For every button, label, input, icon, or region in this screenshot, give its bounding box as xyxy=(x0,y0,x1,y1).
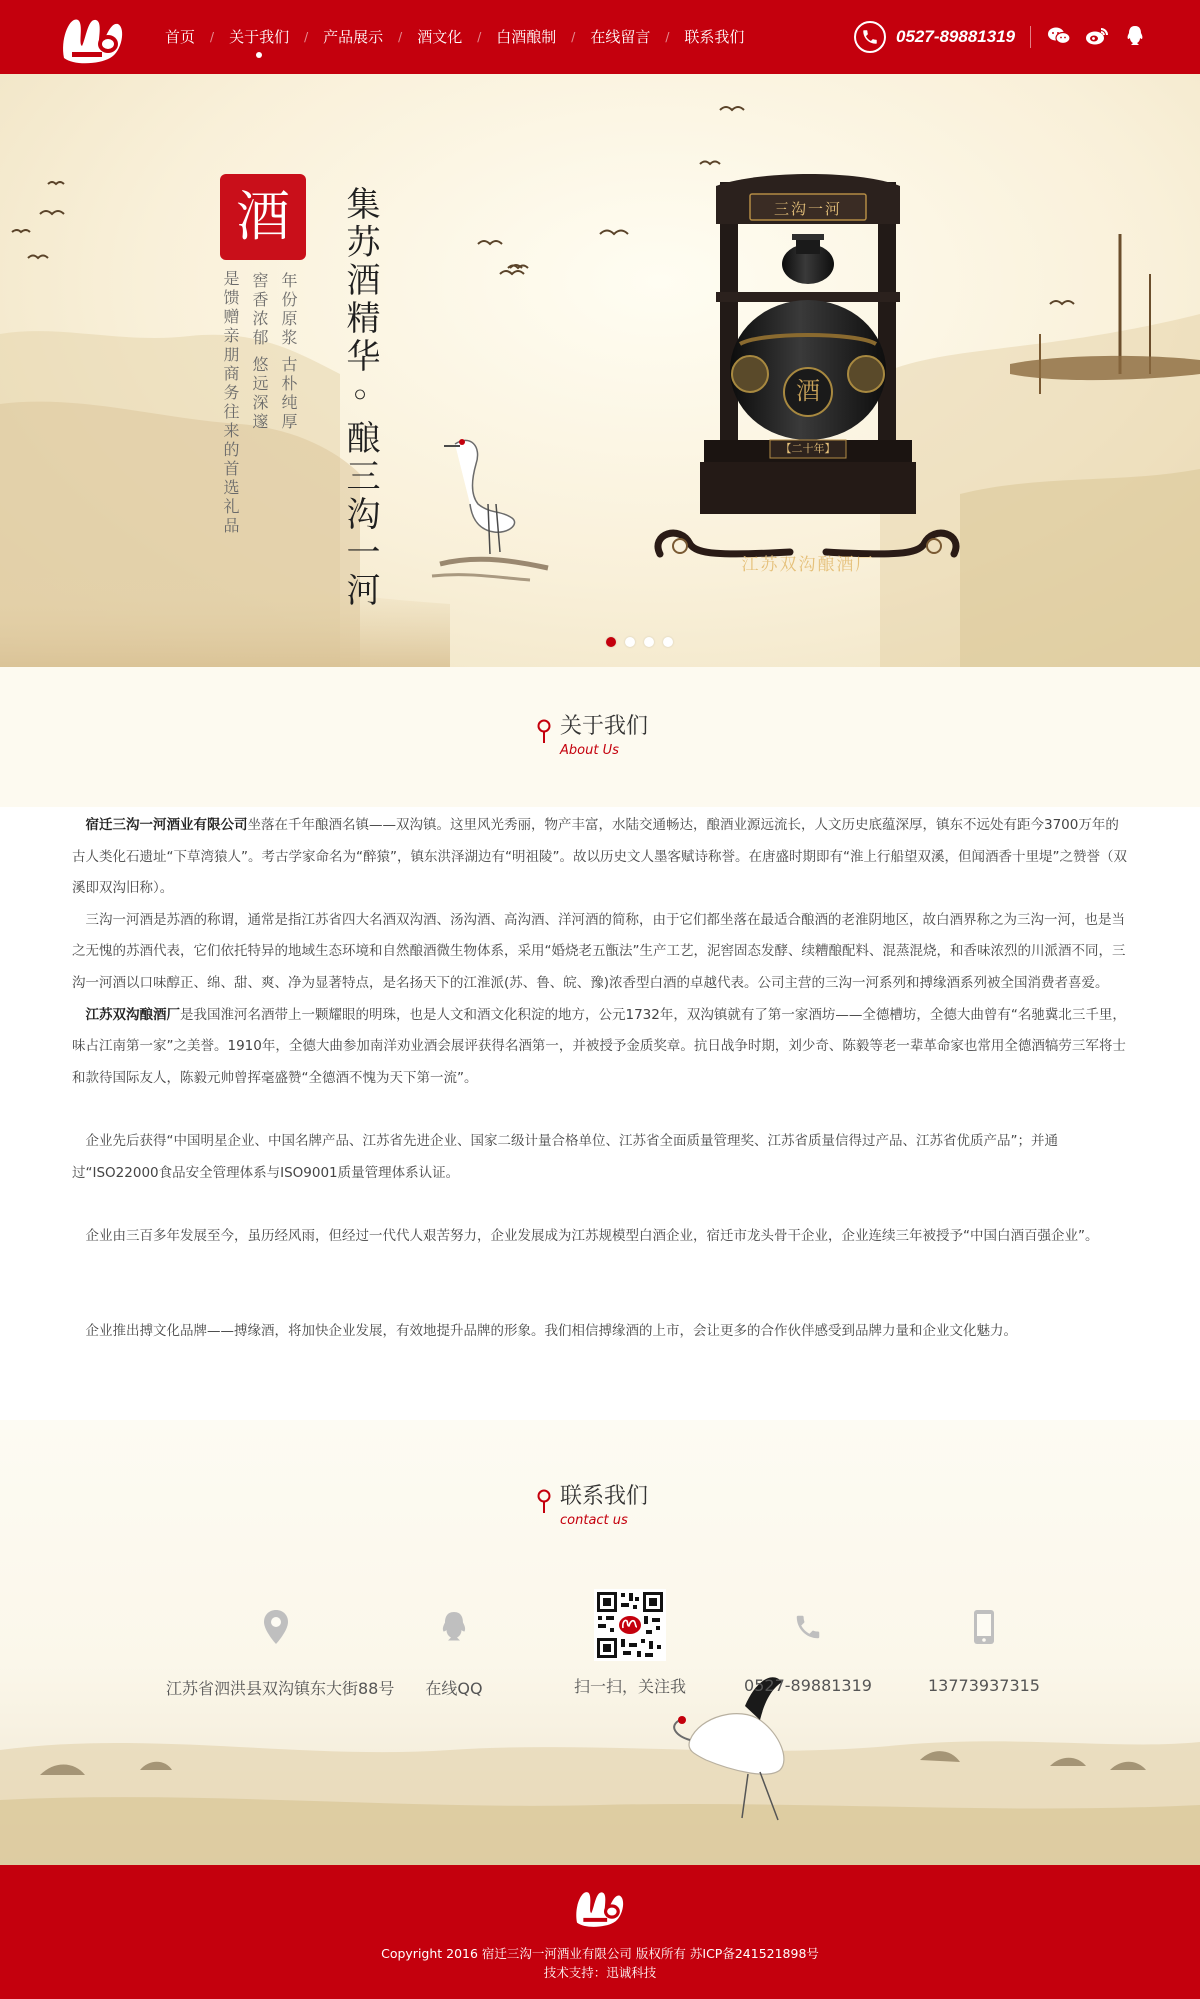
copyright-text: Copyright 2016 宿迁三沟一河酒业有限公司 版权所有 苏ICP备241521898号 xyxy=(381,1946,819,1961)
contact-mobile[interactable] xyxy=(874,1590,1094,1695)
contact-qrcode-text: 扫一扫，关注我 xyxy=(573,1677,686,1696)
nav-wine-culture[interactable] xyxy=(402,0,477,74)
nav-message[interactable] xyxy=(575,0,665,74)
slider-dot[interactable] xyxy=(606,637,616,647)
slider-dot[interactable] xyxy=(644,637,654,647)
about-paragraph-text: 企业先后获得“中国明星企业、中国名牌产品、江苏省先进企业、国家二级计量合格单位、江苏省全面质量管理奖、江苏省质量信得过产品、江苏省优质产品”；并通过“ISO22000食品安全管理体系与ISO9001质量管理体系认证。 xyxy=(72,1132,1058,1181)
site-footer xyxy=(0,1865,1200,1999)
product-year-label: 【二十年】 xyxy=(780,442,836,455)
banner-slogan-line: 年份原浆 古朴纯厚 xyxy=(279,272,298,433)
about-paragraph xyxy=(72,905,1128,1000)
tech-support-text[interactable]: 技术支持：迅诚科技 xyxy=(543,1965,657,1980)
mobile-icon xyxy=(874,1590,1094,1664)
crane-drawing xyxy=(432,439,548,580)
company-name: 江苏双沟酿酒厂 xyxy=(85,1006,180,1023)
contact-subtitle: contact us xyxy=(560,1513,628,1528)
nav-contact-label: 联系我们 xyxy=(684,28,745,46)
nav-contact[interactable] xyxy=(669,0,759,74)
slider-dot[interactable] xyxy=(625,637,635,647)
nav-separator: / xyxy=(477,30,482,44)
about-paragraph xyxy=(72,1316,1128,1348)
nav-separator: / xyxy=(571,30,576,44)
about-title: 关于我们 xyxy=(560,714,649,739)
nav-home-label: 首页 xyxy=(165,28,196,46)
weibo-icon[interactable] xyxy=(1084,20,1110,52)
product-sign-label: 三沟一河 xyxy=(773,200,842,218)
about-paragraph-text: 坐落在千年酿酒名镇——双沟镇。这里风光秀丽，物产丰富，水陆交通畅达，酿酒业源远流长，人文历史底蕴深厚，镇东不远处有距今3700万年的古人类化石遗址“下草湾猿人”。考古学家命名为“醉猿”，镇东洪泽湖边有“明祖陵”。故以历史文人墨客赋诗称誉。在唐盛时期即有“淮上行船望双溪，但闻酒香十里堤”之赞誉（双溪即双沟旧称）。 xyxy=(72,817,1127,897)
nav-products-label: 产品展示 xyxy=(323,28,384,46)
logo-mark-icon xyxy=(58,8,128,66)
contact-qq-text[interactable]: 在线QQ xyxy=(425,1679,483,1698)
qq-icon[interactable] xyxy=(1122,20,1148,52)
about-section-title xyxy=(536,712,648,760)
wechat-icon[interactable] xyxy=(1046,20,1072,52)
about-paragraph xyxy=(72,810,1128,905)
about-paragraph xyxy=(72,1000,1128,1095)
location-pin-icon xyxy=(536,718,552,744)
contact-section-title xyxy=(536,1482,648,1530)
main-nav xyxy=(150,0,759,74)
hero-banner xyxy=(0,74,1200,667)
contact-mobile-text[interactable]: 13773937315 xyxy=(928,1676,1040,1695)
nav-brewing-label: 白酒酿制 xyxy=(496,28,557,46)
location-pin-icon xyxy=(536,1488,552,1514)
nav-separator: / xyxy=(398,30,403,44)
product-base-label: 江苏双沟酿酒厂 xyxy=(741,555,875,575)
nav-wine-culture-label: 酒文化 xyxy=(417,28,463,46)
product-seal-char: 酒 xyxy=(796,377,820,405)
brand-logo[interactable] xyxy=(58,8,128,66)
header-phone-number[interactable]: 0527-89881319 xyxy=(896,27,1016,46)
banner-slogan: 集苏酒精华◦酿三沟一河 xyxy=(340,186,380,610)
social-links xyxy=(1046,20,1148,52)
about-subtitle: About Us xyxy=(560,743,619,758)
about-paragraph-text: 是我国淮河名酒带上一颗耀眼的明珠，也是人文和酒文化积淀的地方，公元1732年，双沟镇就有了第一家酒坊——全德槽坊，全德大曲曾有“名驰冀北三千里，味占江南第一家”之美誉。1910年，全德大曲参加南洋劝业酒会展评获得名酒第一，并被授予金质奖章。抗日战争时期，刘少奇、陈毅等老一辈革命家也常用全德酒犒劳三军将士和款待国际友人，陈毅元帅曾挥毫盛赞“全德酒不愧为天下第一流”。 xyxy=(72,1006,1126,1086)
site-header xyxy=(0,0,1200,74)
about-paragraph xyxy=(72,1221,1128,1253)
slider-dot[interactable] xyxy=(663,637,673,647)
nav-message-label: 在线留言 xyxy=(590,28,651,46)
header-divider xyxy=(1030,26,1031,48)
about-paragraph-text: 企业推出搏文化品牌——搏缘酒，将加快企业发展，有效地提升品牌的形象。我们相信搏缘酒的上市，会让更多的合作伙伴感受到品牌力量和企业文化魅力。 xyxy=(85,1322,1017,1339)
footer-logo[interactable] xyxy=(572,1883,628,1929)
slider-pagination xyxy=(606,637,673,647)
nav-about-label: 关于我们 xyxy=(229,28,290,46)
nav-separator: / xyxy=(304,30,309,44)
banner-landscape xyxy=(0,74,1200,667)
about-paragraph-text: 企业由三百多年发展至今，虽历经风雨，但经过一代代人艰苦努力，企业发展成为江苏规模型白酒企业，宿迁市龙头骨干企业，企业连续三年被授予“中国白酒百强企业”。 xyxy=(85,1227,1099,1244)
company-name: 宿迁三沟一河酒业有限公司 xyxy=(85,817,248,833)
contact-title: 联系我们 xyxy=(560,1484,649,1509)
about-paragraph-text: 三沟一河酒是苏酒的称谓，通常是指江苏省四大名酒双沟酒、汤沟酒、高沟酒、洋河酒的简称，由于它们都坐落在最适合酿酒的老淮阴地区，故白酒界称之为三沟一河，也是当之无愧的苏酒代表，它们依托特异的地域生态环境和自然酿酒微生物体系，采用“婚烧老五甑法”生产工艺，泥窖固态发酵、续糟酿配料、混蒸混烧，和香味浓烈的川派酒不同，三沟一河酒以口味醇正、绵、甜、爽、净为显著特点，是名扬天下的江淮派(苏、鲁、皖、豫)浓香型白酒的卓越代表。公司主营的三沟一河系列和搏缘酒系列被全国消费者喜爱。 xyxy=(72,911,1126,991)
about-paragraph xyxy=(72,1126,1128,1189)
nav-brewing[interactable] xyxy=(481,0,571,74)
nav-separator: / xyxy=(210,30,215,44)
nav-products[interactable] xyxy=(308,0,398,74)
phone-icon xyxy=(854,21,886,53)
logo-mark-icon xyxy=(572,1883,628,1929)
banner-slogan-line: 是馈赠亲朋商务往来的首选礼品 xyxy=(221,270,240,536)
nav-home[interactable] xyxy=(150,0,210,74)
birds xyxy=(12,107,1074,304)
contact-phone-text[interactable]: 0527-89881319 xyxy=(744,1676,872,1695)
nav-about[interactable] xyxy=(214,0,304,74)
header-phone xyxy=(854,19,1015,55)
banner-slogan-line: 窖香浓郁 悠远深邃 xyxy=(250,272,269,433)
nav-separator: / xyxy=(665,30,670,44)
wine-seal: 酒 xyxy=(220,174,306,260)
about-body xyxy=(72,810,1128,1347)
contact-address-text: 江苏省泗洪县双沟镇东大街88号 xyxy=(166,1679,395,1698)
